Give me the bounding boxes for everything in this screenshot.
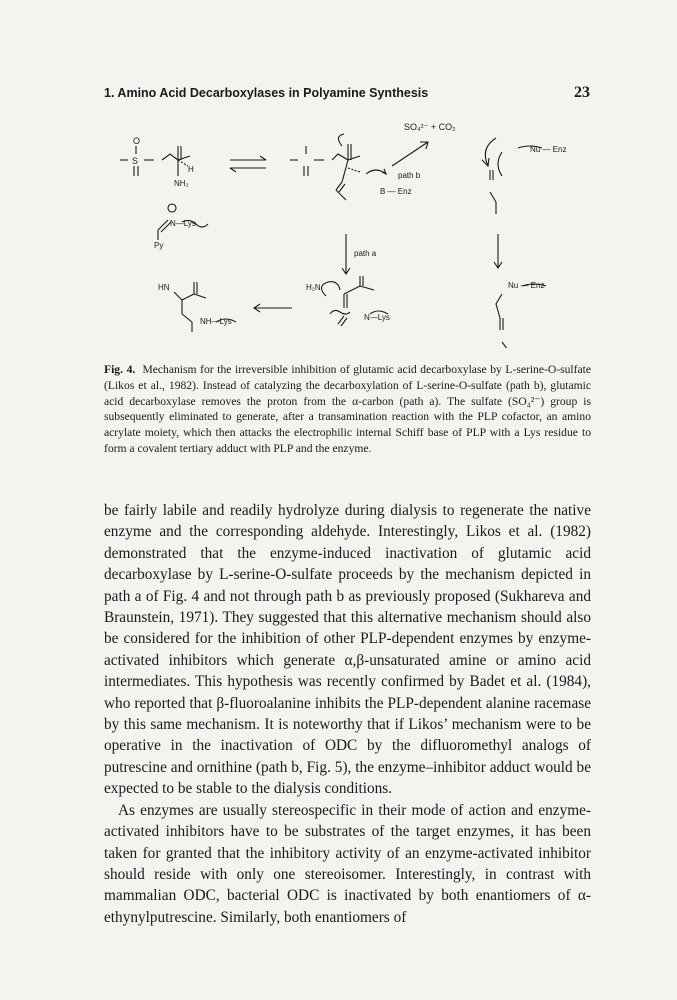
right-vertical-arrow [494, 234, 502, 268]
label-b-enz: B — Enz [380, 187, 412, 196]
label-so4-co2: SO₄²⁻ + CO₂ [404, 122, 456, 132]
path-a-arrow [342, 234, 350, 274]
paragraph-2: As enzymes are usually stereospecific in their mode of action and enzyme-activated inhibitors have to be substrates of the target enzymes, it has been taken for granted that the inhibitory activity of an enzyme-activated inhibitor should reside with only one stereoisomer. Interestingly, in contrast with mammalian ODC, bacterial ODC is inactivated by both enantiomers of α-ethynylputrescine. Similarly, both enantiomers of [104, 801, 591, 926]
label-lys-3: N—Lys [364, 313, 390, 322]
page-number: 23 [574, 84, 590, 101]
reaction-scheme-figure [98, 118, 598, 348]
figure-caption-text: Mechanism for the irreversible inhibition of glutamic acid decarboxylase by L-serine-O-sulfate (Likos et al., 1982). Instead of catalyzing the decarboxylation of L-serine-O-sulfate (path b), glutamic acid decarboxylase removes the proton from the α-carbon (path a). The sulfate (SO₄²⁻) group is subsequently eliminated to generate, after a transamination reaction with the PLP cofactor, an amino acrylate moiety, which then attacks the electrophilic internal Schiff base of PLP with a Lys residue to form a covalent tertiary adduct with PLP and the enzyme. [104, 363, 591, 455]
label-o: O [133, 136, 141, 146]
figure-label: Fig. 4. [104, 363, 136, 376]
label-lys-1: N—Lys [170, 219, 196, 228]
bottom-left-arrow [254, 304, 292, 312]
label-py: Py [154, 241, 164, 250]
label-path-b: path b [398, 171, 421, 180]
label-h2n: H₂N [306, 283, 321, 292]
label-h: H [188, 165, 194, 174]
label-hn: HN [158, 283, 170, 292]
structure-covalent-adduct-right [496, 284, 546, 348]
body-text [104, 500, 591, 928]
label-lys-2: NH—Lys [200, 317, 232, 326]
label-nh2: NH₂ [174, 179, 189, 188]
path-b-arrow [392, 142, 428, 166]
label-s: S [132, 156, 139, 166]
label-nu-enz-top: Nu — Enz [530, 145, 567, 154]
figure-caption [104, 362, 591, 457]
label-path-a: path a [354, 249, 377, 258]
label-nu-enz-bottom: Nu — Enz [508, 281, 545, 290]
structure-serine-sulfate-aldimine [120, 146, 190, 176]
running-head: 1. Amino Acid Decarboxylases in Polyamine Synthesis [104, 86, 429, 100]
paragraph-1: be fairly labile and readily hydrolyze during dialysis to regenerate the native enzyme and the corresponding aldehyde. Interestingly, Likos et al. (1982) demonstrated that the enzyme-induced inactivation of glutamic acid decarboxylase by L-serine-O-sulfate proceeds by the mechanism depicted in path a of Fig. 4 and not through path b as previously proposed (Sukhareva and Braunstein, 1971). They suggested that this alternative mechanism should also be considered for the inhibition of other PLP-dependent enzymes by enzyme-activated inhibitors which generate α,β-unsaturated amine or amino acid intermediates. This hypothesis was recently confirmed by Badet et al. (1984), who reported that β-fluoroalanine inhibits the PLP-dependent alanine racemase by this same mechanism. It is noteworthy that if Likos’ mechanism were to be operative in the inactivation of ODC by the difluoromethyl analogs of putrescine and ornithine (path b, Fig. 5), the enzyme–inhibitor adduct would be expected to be stable to the dialysis conditions. [104, 502, 591, 798]
structure-quinonoid-intermediate [290, 134, 386, 200]
equilibrium-arrows [230, 156, 266, 172]
page-header [104, 86, 590, 106]
